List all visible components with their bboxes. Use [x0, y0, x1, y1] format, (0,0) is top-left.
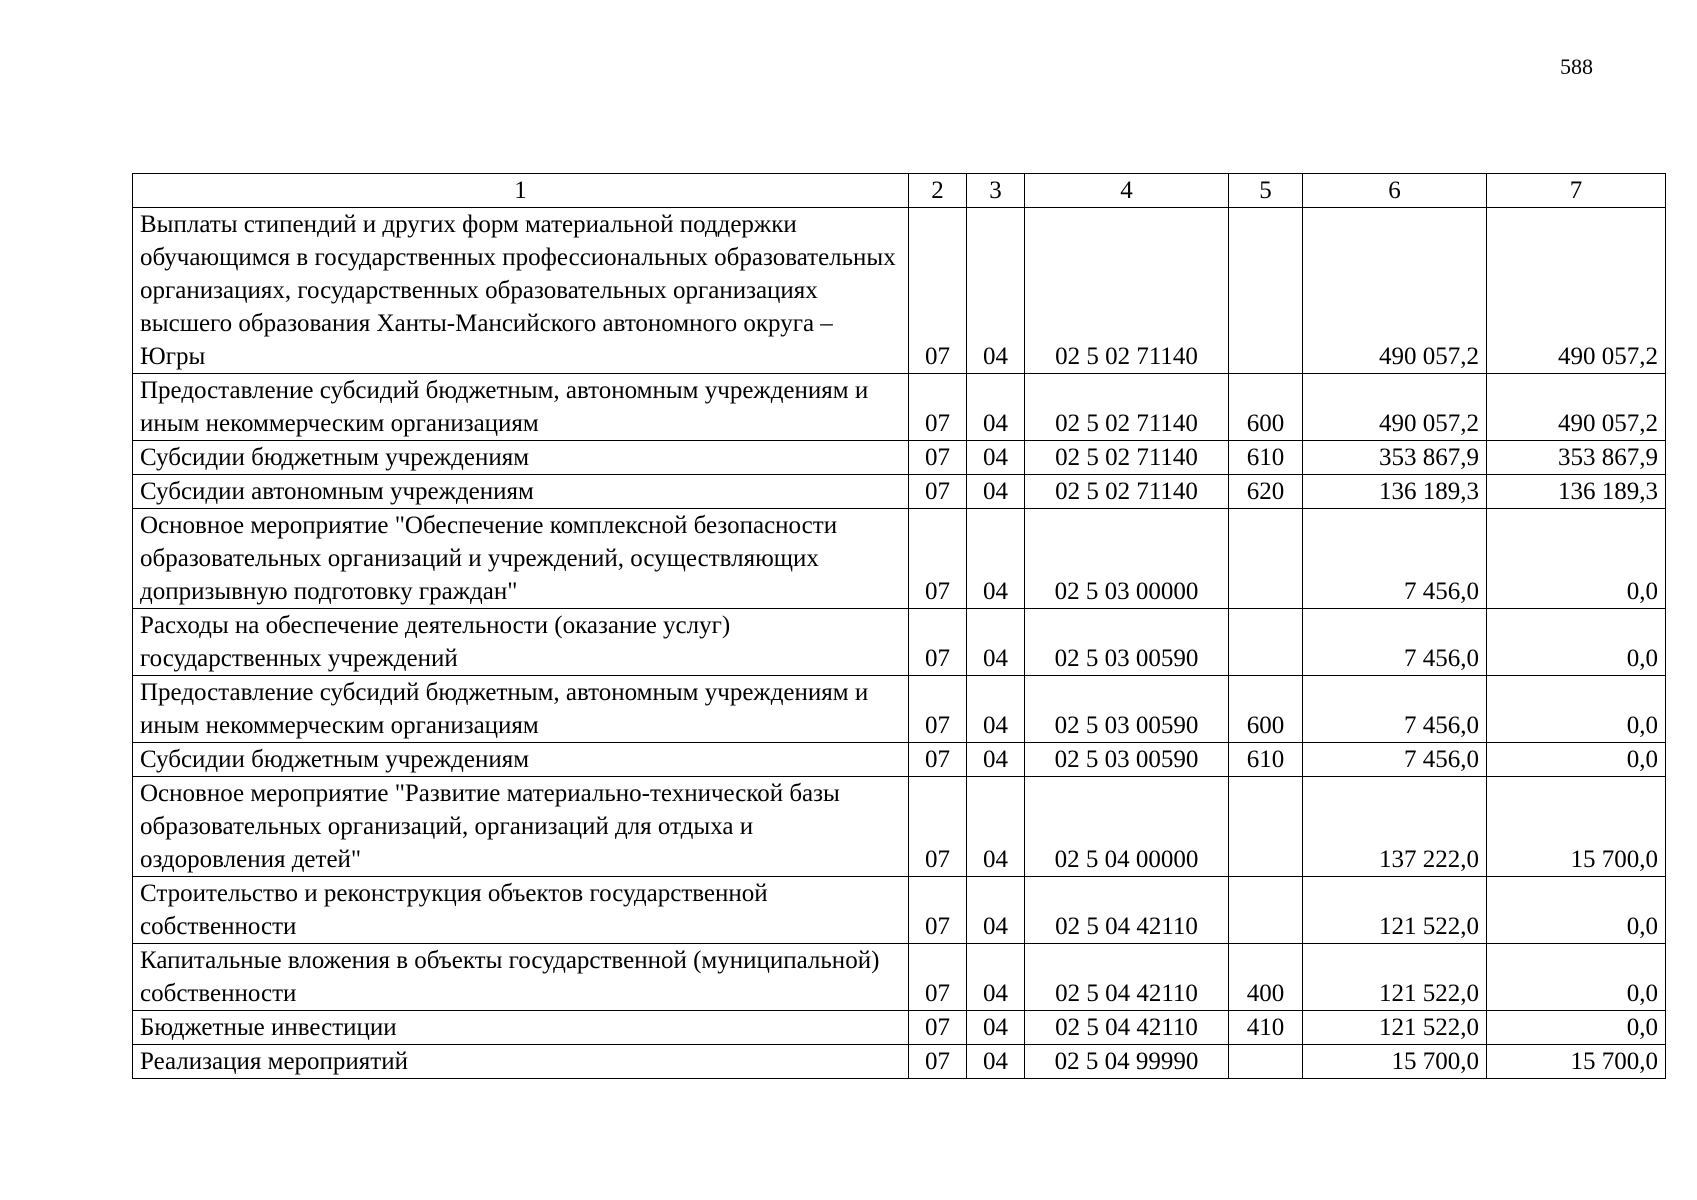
row-expense-type: 620 — [1229, 475, 1303, 509]
row-amount-year-2: 15 700,0 — [1487, 777, 1666, 877]
row-expense-type — [1229, 877, 1303, 944]
row-subsection: 04 — [967, 877, 1025, 944]
row-subsection: 04 — [967, 208, 1025, 374]
row-amount-year-2: 0,0 — [1487, 509, 1666, 609]
row-amount-year-1: 137 222,0 — [1303, 777, 1487, 877]
table-header-row — [133, 174, 1666, 208]
row-name: Расходы на обеспечение деятельности (оказание услуг) государственных учреждений — [133, 609, 909, 676]
row-target-article: 02 5 03 00000 — [1025, 509, 1229, 609]
row-name: Субсидии бюджетным учреждениям — [133, 441, 909, 475]
row-amount-year-2: 490 057,2 — [1487, 374, 1666, 441]
row-target-article: 02 5 02 71140 — [1025, 441, 1229, 475]
header-col-4: 4 — [1025, 174, 1229, 208]
table-row — [133, 1045, 1666, 1079]
row-subsection: 04 — [967, 676, 1025, 743]
header-col-6: 6 — [1303, 174, 1487, 208]
header-col-3: 3 — [967, 174, 1025, 208]
row-amount-year-1: 121 522,0 — [1303, 1011, 1487, 1045]
row-section: 07 — [909, 509, 967, 609]
row-expense-type: 610 — [1229, 441, 1303, 475]
table-row — [133, 374, 1666, 441]
row-expense-type: 600 — [1229, 676, 1303, 743]
header-col-5: 5 — [1229, 174, 1303, 208]
row-amount-year-1: 7 456,0 — [1303, 609, 1487, 676]
row-subsection: 04 — [967, 743, 1025, 777]
row-name: Субсидии автономным учреждениям — [133, 475, 909, 509]
row-amount-year-1: 15 700,0 — [1303, 1045, 1487, 1079]
row-subsection: 04 — [967, 509, 1025, 609]
row-amount-year-1: 136 189,3 — [1303, 475, 1487, 509]
row-amount-year-1: 490 057,2 — [1303, 374, 1487, 441]
row-subsection: 04 — [967, 441, 1025, 475]
row-expense-type: 610 — [1229, 743, 1303, 777]
row-amount-year-2: 490 057,2 — [1487, 208, 1666, 374]
row-expense-type — [1229, 208, 1303, 374]
row-section: 07 — [909, 944, 967, 1011]
header-col-7: 7 — [1487, 174, 1666, 208]
row-amount-year-2: 0,0 — [1487, 609, 1666, 676]
row-expense-type — [1229, 1045, 1303, 1079]
row-expense-type: 410 — [1229, 1011, 1303, 1045]
row-subsection: 04 — [967, 1045, 1025, 1079]
row-target-article: 02 5 02 71140 — [1025, 475, 1229, 509]
header-col-2: 2 — [909, 174, 967, 208]
row-subsection: 04 — [967, 475, 1025, 509]
row-target-article: 02 5 04 99990 — [1025, 1045, 1229, 1079]
row-subsection: 04 — [967, 944, 1025, 1011]
row-section: 07 — [909, 877, 967, 944]
row-amount-year-2: 353 867,9 — [1487, 441, 1666, 475]
row-section: 07 — [909, 743, 967, 777]
row-subsection: 04 — [967, 1011, 1025, 1045]
row-name: Субсидии бюджетным учреждениям — [133, 743, 909, 777]
table-row — [133, 208, 1666, 374]
row-amount-year-1: 121 522,0 — [1303, 877, 1487, 944]
row-target-article: 02 5 03 00590 — [1025, 609, 1229, 676]
row-target-article: 02 5 02 71140 — [1025, 374, 1229, 441]
row-subsection: 04 — [967, 374, 1025, 441]
row-target-article: 02 5 04 42110 — [1025, 1011, 1229, 1045]
row-name: Реализация мероприятий — [133, 1045, 909, 1079]
row-amount-year-2: 0,0 — [1487, 1011, 1666, 1045]
row-section: 07 — [909, 1045, 967, 1079]
row-name: Бюджетные инвестиции — [133, 1011, 909, 1045]
table-row — [133, 1011, 1666, 1045]
row-expense-type — [1229, 509, 1303, 609]
row-section: 07 — [909, 1011, 967, 1045]
row-name: Капитальные вложения в объекты государственной (муниципальной) собственности — [133, 944, 909, 1011]
row-amount-year-1: 353 867,9 — [1303, 441, 1487, 475]
row-target-article: 02 5 02 71140 — [1025, 208, 1229, 374]
row-amount-year-2: 0,0 — [1487, 944, 1666, 1011]
row-name: Строительство и реконструкция объектов государственной собственности — [133, 877, 909, 944]
row-subsection: 04 — [967, 609, 1025, 676]
header-col-1: 1 — [133, 174, 909, 208]
row-amount-year-2: 0,0 — [1487, 676, 1666, 743]
table-body — [133, 208, 1666, 1079]
row-amount-year-2: 0,0 — [1487, 743, 1666, 777]
row-amount-year-2: 136 189,3 — [1487, 475, 1666, 509]
row-section: 07 — [909, 441, 967, 475]
row-section: 07 — [909, 777, 967, 877]
row-target-article: 02 5 04 42110 — [1025, 944, 1229, 1011]
row-amount-year-1: 121 522,0 — [1303, 944, 1487, 1011]
row-target-article: 02 5 04 00000 — [1025, 777, 1229, 877]
row-name: Предоставление субсидий бюджетным, автономным учреждениям и иным некоммерческим организациям — [133, 676, 909, 743]
row-target-article: 02 5 03 00590 — [1025, 676, 1229, 743]
row-amount-year-2: 0,0 — [1487, 877, 1666, 944]
row-target-article: 02 5 04 42110 — [1025, 877, 1229, 944]
row-subsection: 04 — [967, 777, 1025, 877]
row-section: 07 — [909, 208, 967, 374]
row-name: Выплаты стипендий и других форм материальной поддержки обучающимся в государственных профессиональных образовательных организациях, государственных образовательных организациях высшего образования Ханты-Мансийского автономного округа – Югры — [133, 208, 909, 374]
row-section: 07 — [909, 676, 967, 743]
table-row — [133, 743, 1666, 777]
table-row — [133, 475, 1666, 509]
table-row — [133, 877, 1666, 944]
row-section: 07 — [909, 609, 967, 676]
row-target-article: 02 5 03 00590 — [1025, 743, 1229, 777]
row-amount-year-1: 490 057,2 — [1303, 208, 1487, 374]
table-row — [133, 609, 1666, 676]
row-amount-year-1: 7 456,0 — [1303, 509, 1487, 609]
table-row — [133, 441, 1666, 475]
row-name: Предоставление субсидий бюджетным, автономным учреждениям и иным некоммерческим организациям — [133, 374, 909, 441]
row-amount-year-1: 7 456,0 — [1303, 743, 1487, 777]
row-section: 07 — [909, 374, 967, 441]
budget-table — [132, 173, 1666, 1079]
page-number: 588 — [1560, 54, 1593, 79]
row-expense-type: 600 — [1229, 374, 1303, 441]
row-expense-type — [1229, 777, 1303, 877]
table-row — [133, 509, 1666, 609]
row-amount-year-2: 15 700,0 — [1487, 1045, 1666, 1079]
row-section: 07 — [909, 475, 967, 509]
table-row — [133, 676, 1666, 743]
row-amount-year-1: 7 456,0 — [1303, 676, 1487, 743]
row-expense-type: 400 — [1229, 944, 1303, 1011]
row-name: Основное мероприятие "Развитие материально-технической базы образовательных организаций, организаций для отдыха и оздоровления детей" — [133, 777, 909, 877]
table-row — [133, 944, 1666, 1011]
table-row — [133, 777, 1666, 877]
row-expense-type — [1229, 609, 1303, 676]
row-name: Основное мероприятие "Обеспечение комплексной безопасности образовательных организаций и учреждений, осуществляющих допризывную подготовку граждан" — [133, 509, 909, 609]
